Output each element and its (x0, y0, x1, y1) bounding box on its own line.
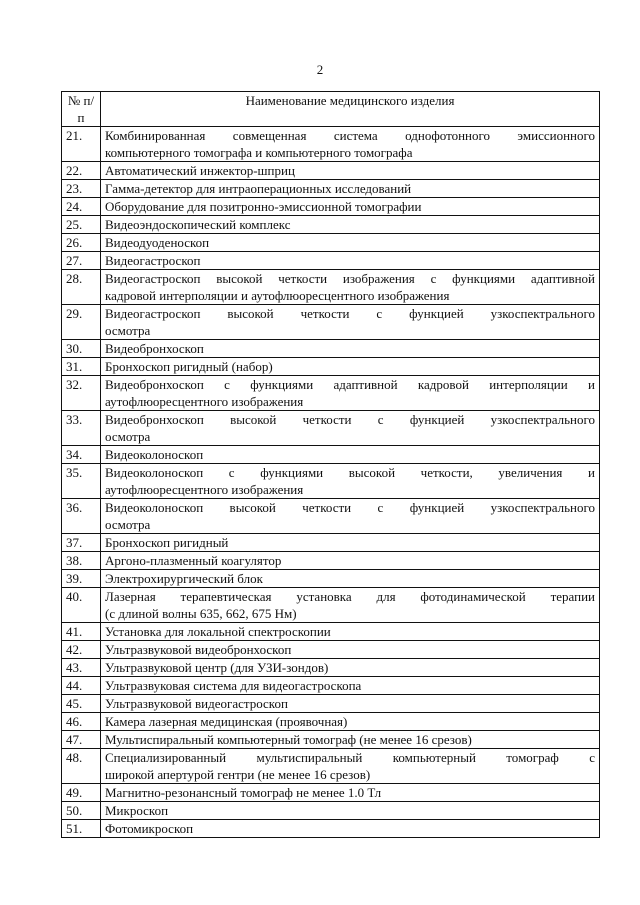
device-name (101, 216, 600, 234)
table-row (62, 252, 600, 270)
device-name-line: осмотра (105, 517, 151, 532)
device-name (101, 162, 600, 180)
device-name-line: осмотра (105, 323, 151, 338)
row-number: 28. (62, 270, 101, 305)
device-name (101, 588, 600, 623)
device-name-line: Ультразвуковая система для видеогастроскопа (105, 678, 362, 693)
device-name (101, 411, 600, 446)
device-name (101, 305, 600, 340)
device-name-line: Ультразвуковой видеобронхоскоп (105, 642, 292, 657)
row-number: 24. (62, 198, 101, 216)
row-number: 33. (62, 411, 101, 446)
row-number: 47. (62, 731, 101, 749)
row-number: 29. (62, 305, 101, 340)
table-row (62, 464, 600, 499)
device-name (101, 570, 600, 588)
table-row (62, 534, 600, 552)
device-name (101, 358, 600, 376)
row-number: 37. (62, 534, 101, 552)
device-name-line: Установка для локальной спектроскопии (105, 624, 331, 639)
table-row (62, 588, 600, 623)
device-name-line: Видеогастроскоп высокой четкости с функцией узкоспектрального (105, 306, 595, 321)
device-name-line: аутофлюоресцентного изображения (105, 482, 304, 497)
device-name (101, 623, 600, 641)
header-number: № п/п (62, 92, 101, 127)
row-number: 21. (62, 127, 101, 162)
device-name-line: Оборудование для позитронно-эмиссионной томографии (105, 199, 422, 214)
table-row (62, 802, 600, 820)
device-name (101, 376, 600, 411)
table-row (62, 180, 600, 198)
device-name (101, 552, 600, 570)
device-name (101, 659, 600, 677)
table-row (62, 677, 600, 695)
row-number: 42. (62, 641, 101, 659)
device-name (101, 180, 600, 198)
table-row (62, 198, 600, 216)
device-name-line: кадровой интерполяции и аутофлюоресцентного изображения (105, 288, 450, 303)
table-row (62, 358, 600, 376)
table-row (62, 446, 600, 464)
row-number: 49. (62, 784, 101, 802)
device-name (101, 499, 600, 534)
row-number: 25. (62, 216, 101, 234)
device-name-line: Микроскоп (105, 803, 169, 818)
row-number: 32. (62, 376, 101, 411)
row-number: 40. (62, 588, 101, 623)
page-number: 2 (316, 62, 324, 77)
device-name (101, 234, 600, 252)
row-number: 23. (62, 180, 101, 198)
device-name-line: Гамма-детектор для интраоперационных исследований (105, 181, 412, 196)
device-name-line: Фотомикроскоп (105, 821, 194, 836)
table-row (62, 641, 600, 659)
row-number: 41. (62, 623, 101, 641)
device-name (101, 713, 600, 731)
device-name-line: осмотра (105, 429, 151, 444)
device-name (101, 340, 600, 358)
table-header-row (62, 92, 600, 127)
device-name (101, 534, 600, 552)
device-name (101, 252, 600, 270)
table-row (62, 784, 600, 802)
device-name-line: Комбинированная совмещенная система однофотонного эмиссионного (105, 128, 595, 143)
device-name-line: Видеодуоденоскоп (105, 235, 210, 250)
device-name-line: Ультразвуковой центр (для УЗИ-зондов) (105, 660, 329, 675)
row-number: 48. (62, 749, 101, 784)
table-row (62, 820, 600, 838)
device-name-line: Мультиспиральный компьютерный томограф (не менее 16 срезов) (105, 732, 472, 747)
medical-devices-table (61, 91, 600, 838)
row-number: 36. (62, 499, 101, 534)
device-name-line: Магнитно-резонансный томограф не менее 1.0 Тл (105, 785, 382, 800)
row-number: 31. (62, 358, 101, 376)
row-number: 34. (62, 446, 101, 464)
device-name-line: Бронхоскоп ригидный (набор) (105, 359, 273, 374)
table-row (62, 623, 600, 641)
table-row (62, 216, 600, 234)
device-name (101, 127, 600, 162)
row-number: 39. (62, 570, 101, 588)
table-row (62, 570, 600, 588)
device-name-line: Автоматический инжектор-шприц (105, 163, 295, 178)
table-row (62, 305, 600, 340)
device-name-line: Видеобронхоскоп (105, 341, 204, 356)
device-name-line: Видеоколоноскоп высокой четкости с функцией узкоспектрального (105, 500, 595, 515)
row-number: 45. (62, 695, 101, 713)
row-number: 35. (62, 464, 101, 499)
row-number: 50. (62, 802, 101, 820)
row-number: 30. (62, 340, 101, 358)
device-name (101, 731, 600, 749)
device-name (101, 802, 600, 820)
row-number: 43. (62, 659, 101, 677)
table-row (62, 552, 600, 570)
table-row (62, 234, 600, 252)
header-device-name: Наименование медицинского изделия (101, 92, 600, 127)
device-name (101, 270, 600, 305)
device-name-line: Бронхоскоп ригидный (105, 535, 229, 550)
device-name-line: Видеогастроскоп (105, 253, 201, 268)
device-name-line: Видеобронхоскоп высокой четкости с функцией узкоспектрального (105, 412, 595, 427)
device-name (101, 749, 600, 784)
device-name-line: Аргоно-плазменный коагулятор (105, 553, 282, 568)
table-row (62, 270, 600, 305)
table-row (62, 749, 600, 784)
row-number: 26. (62, 234, 101, 252)
device-name-line: Видеоэндоскопический комплекс (105, 217, 291, 232)
table-row (62, 713, 600, 731)
row-number: 44. (62, 677, 101, 695)
row-number: 38. (62, 552, 101, 570)
table-row (62, 659, 600, 677)
device-name (101, 641, 600, 659)
device-name (101, 677, 600, 695)
table-row (62, 340, 600, 358)
device-name-line: Ультразвуковой видеогастроскоп (105, 696, 288, 711)
table-row (62, 162, 600, 180)
device-name (101, 198, 600, 216)
device-name-line: (с длиной волны 635, 662, 675 Нм) (105, 606, 297, 621)
table-row (62, 695, 600, 713)
row-number: 27. (62, 252, 101, 270)
table-body (62, 127, 600, 838)
device-name-line: Электрохирургический блок (105, 571, 263, 586)
table-row (62, 731, 600, 749)
device-name-line: Видеоколоноскоп с функциями высокой четкости, увеличения и (105, 465, 595, 480)
device-name-line: Видеобронхоскоп с функциями адаптивной кадровой интерполяции и (105, 377, 595, 392)
table-row (62, 411, 600, 446)
table-row (62, 376, 600, 411)
device-name (101, 784, 600, 802)
device-name-line: Видеогастроскоп высокой четкости изображения с функциями адаптивной (105, 271, 595, 286)
device-name (101, 464, 600, 499)
device-name (101, 820, 600, 838)
device-name-line: компьютерного томографа и компьютерного томографа (105, 145, 413, 160)
device-name (101, 446, 600, 464)
device-name-line: аутофлюоресцентного изображения (105, 394, 304, 409)
device-name (101, 695, 600, 713)
table-row (62, 127, 600, 162)
row-number: 22. (62, 162, 101, 180)
table-row (62, 499, 600, 534)
device-name-line: Камера лазерная медицинская (проявочная) (105, 714, 348, 729)
device-name-line: Лазерная терапевтическая установка для фотодинамической терапии (105, 589, 595, 604)
row-number: 51. (62, 820, 101, 838)
device-name-line: Видеоколоноскоп (105, 447, 204, 462)
device-name-line: широкой апертурой гентри (не менее 16 срезов) (105, 767, 371, 782)
device-name-line: Специализированный мультиспиральный компьютерный томограф с (105, 750, 595, 765)
row-number: 46. (62, 713, 101, 731)
